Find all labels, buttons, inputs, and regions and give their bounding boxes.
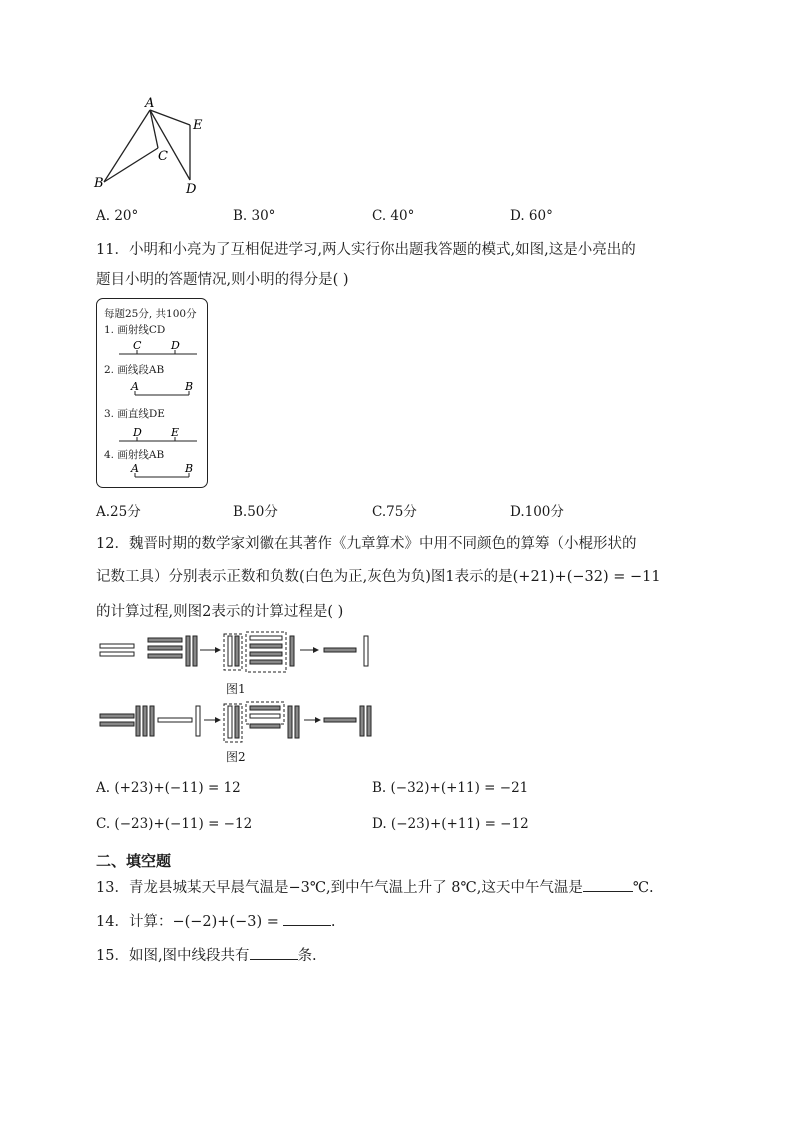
q10-option-d[interactable]: D. 60°: [510, 208, 553, 224]
card-pt-d: D: [171, 339, 180, 352]
q12-option-c[interactable]: C. (−23)+(−11) = −12: [96, 816, 253, 832]
q10-option-a[interactable]: A. 20°: [96, 208, 139, 224]
q12-question-line-3: 的计算过程,则图2表示的计算过程是( ): [96, 604, 344, 620]
card-pt-e: E: [171, 426, 180, 439]
card-pt-b1: B: [185, 380, 194, 393]
card-item-1: 1. 画射线CD: [104, 324, 166, 336]
q14-end: .: [330, 914, 336, 930]
card-item-4: 4. 画射线AB: [104, 449, 165, 461]
q12-option-d[interactable]: D. (−23)+(+11) = −12: [372, 816, 529, 832]
point-label-d: D: [186, 182, 197, 197]
q11-option-c[interactable]: C.75分: [372, 504, 417, 520]
card-pt-c: C: [133, 339, 142, 352]
q12-figure-1: [98, 632, 388, 682]
point-label-c: C: [158, 149, 168, 164]
q14-answer-blank[interactable]: [283, 911, 331, 926]
q15-answer-blank[interactable]: [250, 945, 298, 960]
q12-option-a[interactable]: A. (+23)+(−11) = 12: [96, 780, 241, 796]
section-title-fill-in: 二、填空题: [96, 852, 172, 870]
q11-option-d[interactable]: D.100分: [510, 504, 564, 520]
q12-question-line-2: 记数工具）分别表示正数和负数(白色为正,灰色为负)图1表示的是(+21)+(−32) = −11: [96, 569, 661, 585]
card-header: 每题25分, 共100分: [104, 308, 197, 320]
q10-geometry-figure: [90, 90, 210, 200]
q13-text: 13．青龙县城某天早晨气温是−3℃,到中午气温上升了 8℃,这天中午气温是: [96, 880, 583, 896]
q15-question: [96, 944, 317, 965]
q11-answer-card: [96, 298, 208, 488]
q11-question-line-2: 题目小明的答题情况,则小明的得分是( ): [96, 272, 349, 288]
point-label-a: A: [145, 96, 155, 111]
card-pt-a2: A: [131, 462, 139, 475]
point-label-b: B: [94, 176, 104, 191]
q12-figure-1-label: 图1: [226, 682, 246, 696]
card-item-3: 3. 画直线DE: [104, 408, 165, 420]
q15-text: 15．如图,图中线段共有: [96, 948, 250, 964]
card-drawings: [97, 299, 209, 489]
card-item-2: 2. 画线段AB: [104, 364, 165, 376]
q14-question: [96, 910, 336, 931]
q13-unit: ℃.: [632, 880, 654, 896]
q12-figure-2: [98, 702, 388, 748]
q11-question-line-1: 11．小明和小亮为了互相促进学习,两人实行你出题我答题的模式,如图,这是小亮出的: [96, 242, 636, 258]
q15-end: 条.: [297, 948, 317, 964]
q12-question-line-1: 12．魏晋时期的数学家刘徽在其著作《九章算术》中用不同颜色的算筹（小棍形状的: [96, 536, 637, 552]
q14-text: 14．计算：−(−2)+(−3) =: [96, 914, 279, 930]
q10-option-b[interactable]: B. 30°: [233, 208, 276, 224]
q12-figure-2-label: 图2: [226, 750, 246, 764]
q13-question: [96, 876, 654, 897]
point-label-e: E: [193, 118, 203, 133]
q12-option-b[interactable]: B. (−32)+(+11) = −21: [372, 780, 529, 796]
q10-option-c[interactable]: C. 40°: [372, 208, 415, 224]
q11-option-a[interactable]: A.25分: [96, 504, 141, 520]
q13-answer-blank[interactable]: [583, 877, 633, 892]
card-pt-b2: B: [185, 462, 194, 475]
card-pt-a1: A: [131, 380, 139, 393]
card-pt-d2: D: [133, 426, 142, 439]
q11-option-b[interactable]: B.50分: [233, 504, 278, 520]
